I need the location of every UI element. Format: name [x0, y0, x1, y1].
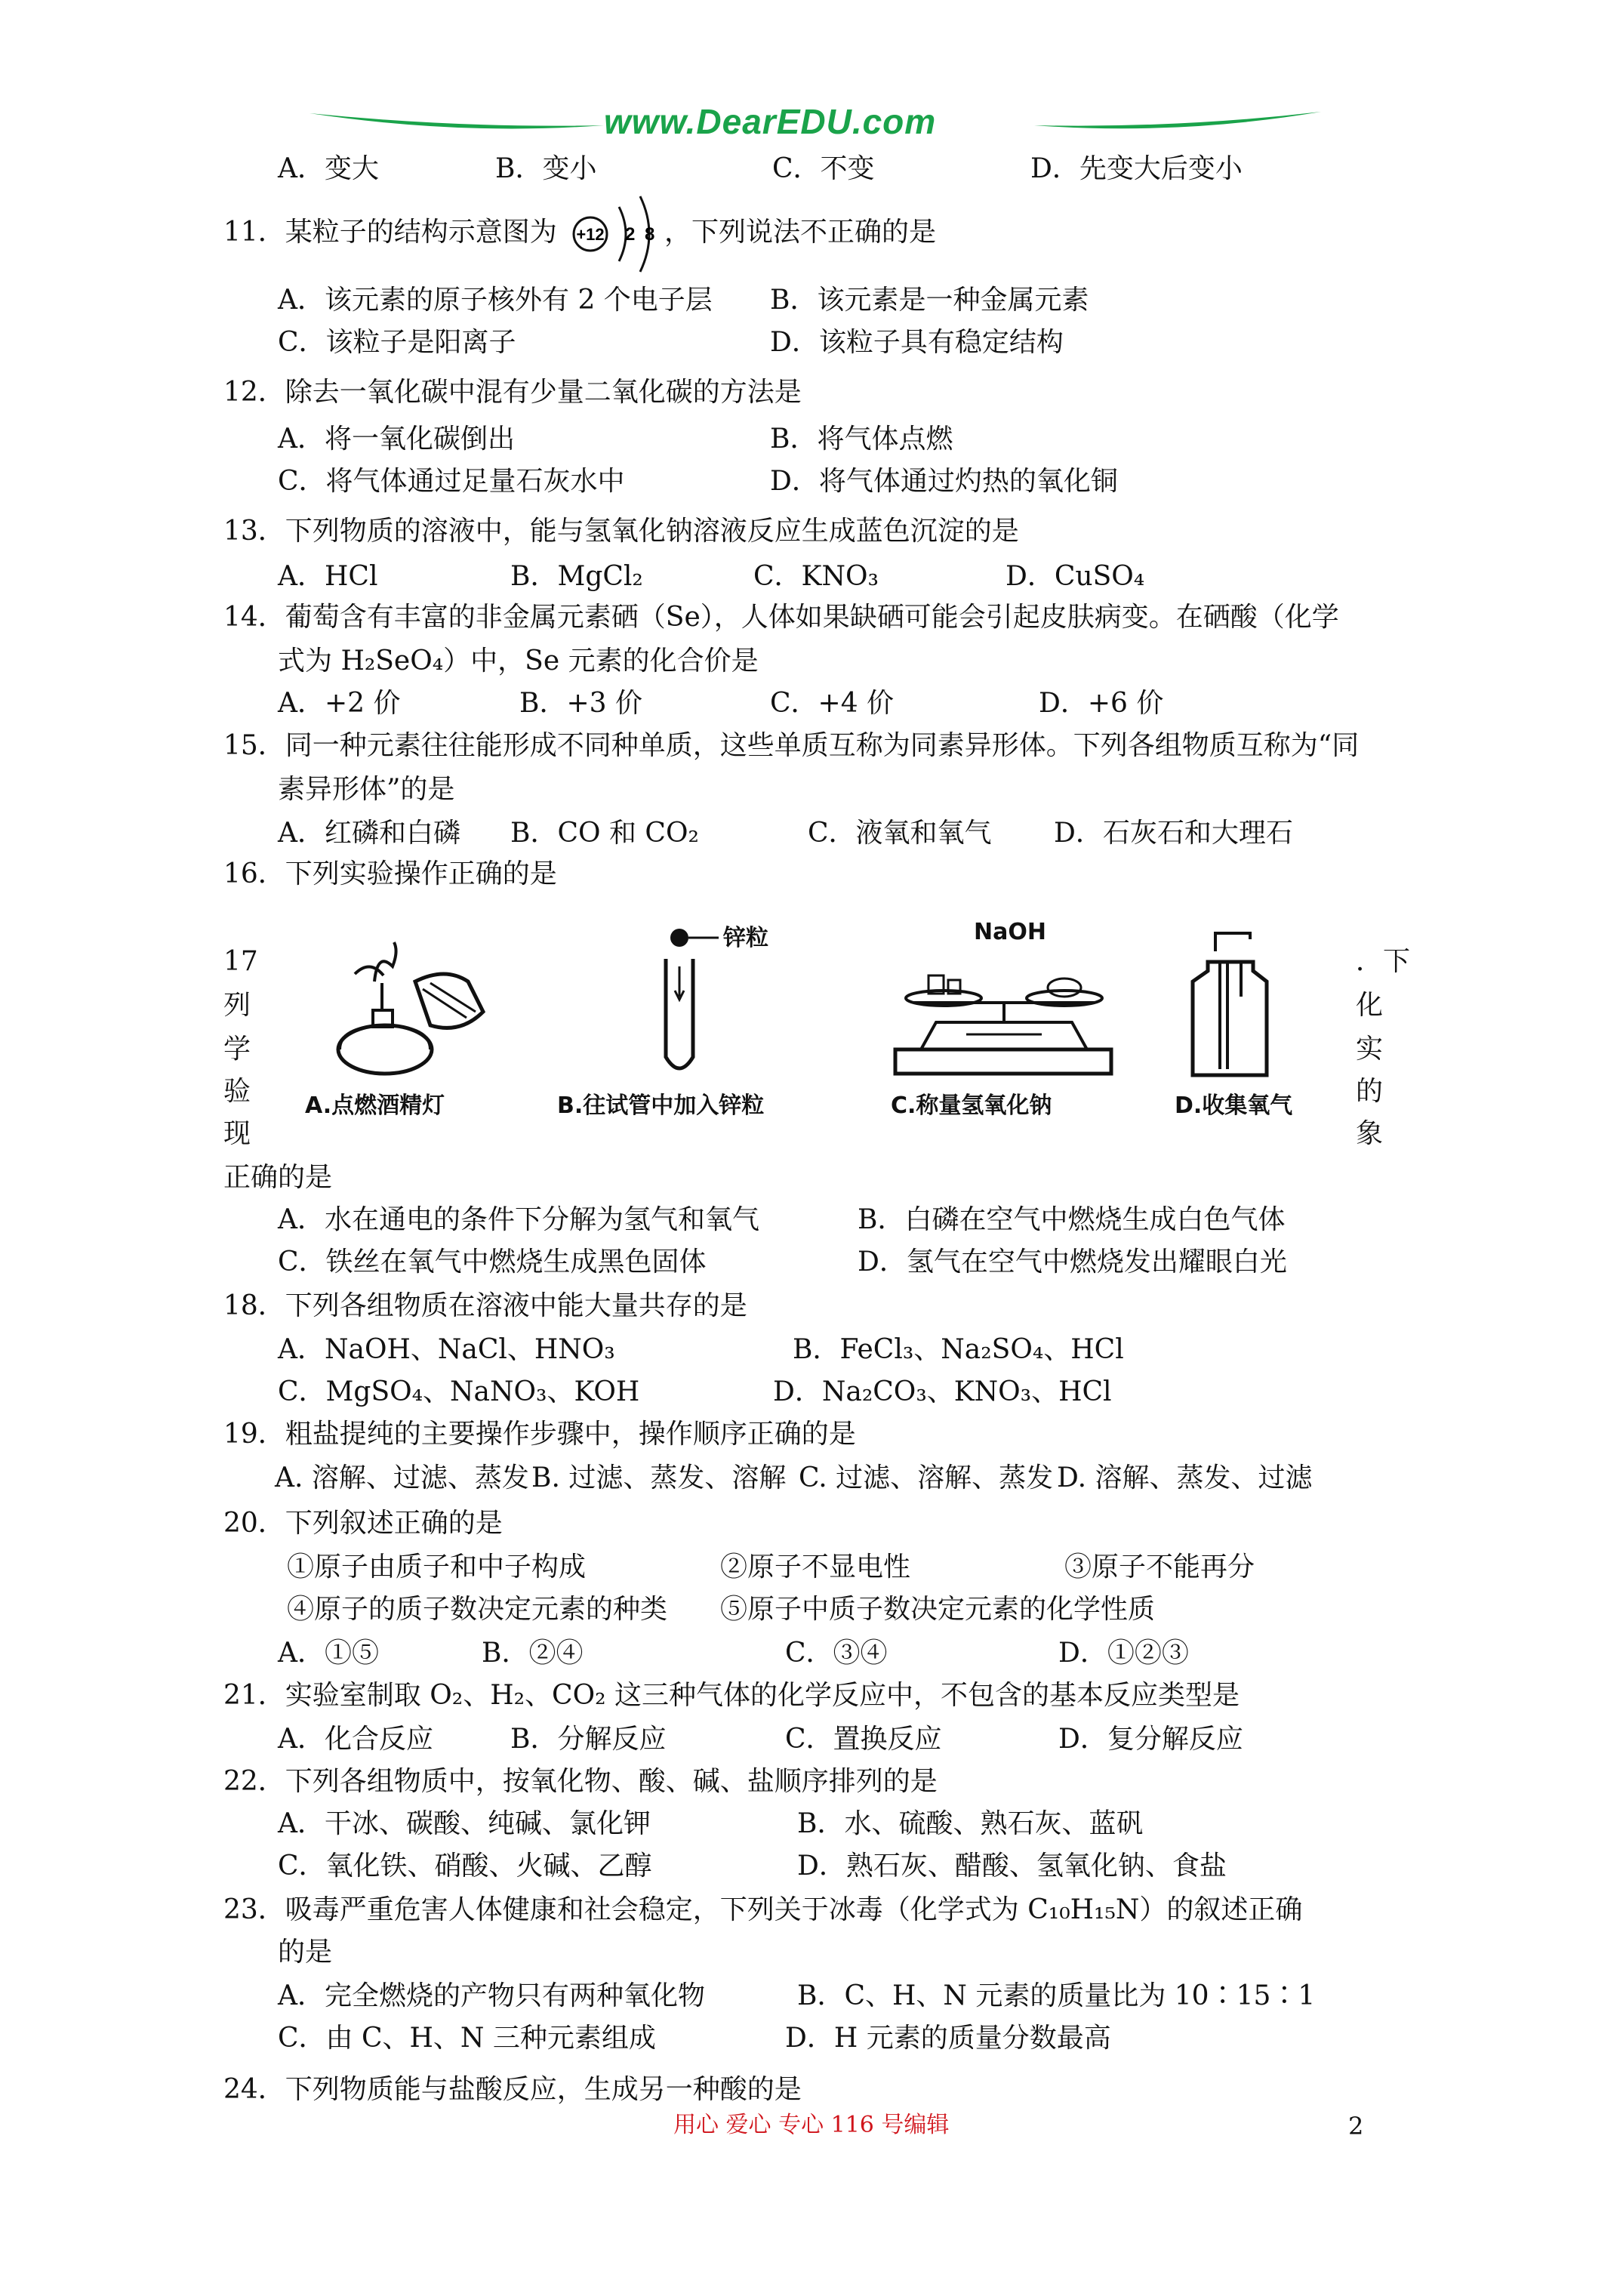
q19-option-b: B. 过滤、蒸发、溶解: [531, 1462, 787, 1493]
q21-option-c: C．置换反应: [785, 1724, 942, 1755]
q22-option-c: C．氧化铁、硝酸、火碱、乙醇: [278, 1851, 652, 1881]
atom-nucleus-label: +12: [576, 225, 605, 244]
header-left-swoosh: [310, 106, 604, 136]
q17-right-char-2: 化: [1356, 990, 1384, 1021]
q14-line-2: 式为 H₂SeO₄）中，Se 元素的化合价是: [278, 646, 759, 676]
q19-option-c: C. 过滤、溶解、蒸发: [799, 1462, 1054, 1493]
q15-option-a: A．红磷和白磷: [278, 818, 460, 849]
q23-line-1: 23．吸毒严重危害人体健康和社会稳定，下列关于冰毒（化学式为 C₁₀H₁₅N）的叙述正确: [223, 1894, 1303, 1925]
q17-left-char-2: 列: [223, 990, 251, 1021]
q11-stem-after: ，下列说法不正确的是: [664, 217, 937, 248]
figure-balance: [891, 944, 1117, 1080]
q20-stem: 20．下列叙述正确的是: [223, 1508, 503, 1539]
q15-line-1: 15．同一种元素往往能形成不同种单质，这些单质互称为同素异形体。下列各组物质互称为“同: [223, 730, 1360, 761]
q12-stem: 12．除去一氧化碳中混有少量二氧化碳的方法是: [223, 377, 802, 408]
q20-option-d: D．①②③: [1058, 1638, 1189, 1669]
q20-option-c: C．③④: [785, 1638, 888, 1669]
q15-line-2: 素异形体”的是: [278, 774, 455, 805]
figure-gas-bottle: [1178, 929, 1283, 1080]
q14-option-c: C．+4 价: [770, 688, 895, 719]
q11-stem-before: 11．某粒子的结构示意图为: [223, 217, 557, 248]
figure-alcohol-lamp: [310, 936, 536, 1087]
q12-option-c: C．将气体通过足量石灰水中: [278, 466, 625, 497]
q18-option-c: C．MgSO₄、NaNO₃、KOH: [278, 1376, 640, 1407]
q13-option-a: A．HCl: [278, 561, 378, 592]
q14-line-1: 14．葡萄含有丰富的非金属元素硒（Se），人体如果缺硒可能会引起皮肤病变。在硒酸（化学: [223, 602, 1339, 633]
q10-option-c: C．不变: [772, 153, 875, 184]
q11-option-b: B．该元素是一种金属元素: [770, 285, 1089, 316]
q14-option-d: D．+6 价: [1039, 688, 1164, 719]
zinc-label: 锌粒: [723, 925, 768, 951]
q20-option-a: A．①⑤: [278, 1638, 379, 1669]
q22-option-a: A．干冰、碳酸、纯碱、氯化钾: [278, 1808, 651, 1839]
q17-right-char-5: 象: [1356, 1118, 1384, 1149]
q10-option-d: D．先变大后变小: [1030, 153, 1243, 184]
q23-option-d: D．H 元素的质量分数最高: [785, 2023, 1111, 2054]
q20-item-1: ①原子由质子和中子构成: [287, 1552, 587, 1583]
q20-option-b: B．②④: [482, 1638, 584, 1669]
q13-option-d: D．CuSO₄: [1006, 561, 1145, 592]
q23-line-2: 的是: [278, 1937, 333, 1968]
q10-option-b: B．变小: [495, 153, 597, 184]
q21-stem: 21．实验室制取 O₂、H₂、CO₂ 这三种气体的化学反应中，不包含的基本反应类型是: [223, 1680, 1240, 1711]
footer-credit: 用心 爱心 专心 116 号编辑: [673, 2112, 950, 2138]
atom-shell-1-label: 2: [625, 224, 636, 245]
q17-left-char-5: 现: [223, 1118, 251, 1149]
q17-left-char-3: 学: [223, 1034, 251, 1065]
q14-option-b: B．+3 价: [519, 688, 642, 719]
q14-option-a: A．+2 价: [278, 688, 401, 719]
figure-b-caption: B.往试管中加入锌粒: [557, 1093, 765, 1119]
page-number: 2: [1348, 2112, 1364, 2140]
q17-end-text: 正确的是: [223, 1162, 333, 1193]
q22-option-b: B．水、硫酸、熟石灰、蓝矾: [797, 1808, 1144, 1839]
q23-option-b: B．C、H、N 元素的质量比为 10∶15∶1: [797, 1980, 1316, 2011]
q11-option-c: C．该粒子是阳离子: [278, 327, 516, 358]
q15-option-d: D．石灰石和大理石: [1054, 818, 1293, 849]
q20-item-4: ④原子的质子数决定元素的种类: [287, 1594, 668, 1625]
figure-c-caption: C.称量氢氧化钠: [891, 1093, 1052, 1119]
q17-option-a: A．水在通电的条件下分解为氢气和氧气: [278, 1204, 759, 1235]
q15-option-c: C．液氧和氧气: [808, 818, 992, 849]
q18-option-d: D．Na₂CO₃、KNO₃、HCl: [773, 1376, 1112, 1407]
q21-option-d: D．复分解反应: [1058, 1724, 1243, 1755]
q20-item-5: ⑤原子中质子数决定元素的化学性质: [720, 1594, 1156, 1625]
zinc-granule-icon: [670, 929, 688, 947]
q20-item-2: ②原子不显电性: [720, 1552, 911, 1583]
q24-stem: 24．下列物质能与盐酸反应，生成另一种酸的是: [223, 2074, 802, 2105]
q16-stem: 16．下列实验操作正确的是: [223, 858, 557, 889]
q17-right-char-1: ．下: [1356, 946, 1411, 977]
q17-option-d: D．氢气在空气中燃烧发出耀眼白光: [858, 1247, 1287, 1277]
q21-option-a: A．化合反应: [278, 1724, 433, 1755]
q19-stem: 19．粗盐提纯的主要操作步骤中，操作顺序正确的是: [223, 1419, 856, 1450]
naoh-label: NaOH: [974, 919, 1046, 945]
q20-item-3: ③原子不能再分: [1064, 1552, 1255, 1583]
q12-option-b: B．将气体点燃: [770, 424, 953, 455]
q23-option-a: A．完全燃烧的产物只有两种氧化物: [278, 1980, 705, 2011]
header-right-swoosh: [1034, 106, 1321, 136]
q17-option-c: C．铁丝在氧气中燃烧生成黑色固体: [278, 1247, 707, 1277]
q17-right-char-4: 的: [1356, 1076, 1384, 1107]
q19-option-d: D. 溶解、蒸发、过滤: [1057, 1462, 1313, 1493]
figure-d-caption: D.收集氧气: [1175, 1093, 1293, 1119]
q17-right-char-3: 实: [1356, 1034, 1384, 1065]
q15-option-b: B．CO 和 CO₂: [510, 818, 699, 849]
q18-option-a: A．NaOH、NaCl、HNO₃: [278, 1334, 615, 1365]
atom-structure-diagram: [569, 190, 667, 281]
q23-option-c: C．由 C、H、N 三种元素组成: [278, 2023, 656, 2054]
q12-option-d: D．将气体通过灼热的氧化铜: [770, 466, 1118, 497]
header-site-url[interactable]: www.DearEDU.com: [604, 102, 937, 141]
q13-stem: 13．下列物质的溶液中，能与氢氧化钠溶液反应生成蓝色沉淀的是: [223, 516, 1019, 547]
q12-option-a: A．将一氧化碳倒出: [278, 424, 515, 455]
figure-a-caption: A.点燃酒精灯: [305, 1093, 445, 1119]
q22-option-d: D．熟石灰、醋酸、氢氧化钠、食盐: [797, 1851, 1227, 1881]
q17-left-char-1: 17: [223, 946, 258, 977]
q10-option-a: A．变大: [278, 153, 379, 184]
q11-option-a: A．该元素的原子核外有 2 个电子层: [278, 285, 713, 316]
q11-option-d: D．该粒子具有稳定结构: [770, 327, 1064, 358]
q18-option-b: B．FeCl₃、Na₂SO₄、HCl: [793, 1334, 1124, 1365]
q13-option-c: C．KNO₃: [753, 561, 879, 592]
q22-stem: 22．下列各组物质中，按氧化物、酸、碱、盐顺序排列的是: [223, 1766, 938, 1797]
q17-option-b: B．白磷在空气中燃烧生成白色气体: [858, 1204, 1286, 1235]
q21-option-b: B．分解反应: [510, 1724, 667, 1755]
atom-shell-2-label: 8: [645, 224, 655, 245]
q17-left-char-4: 验: [223, 1076, 251, 1107]
q18-stem: 18．下列各组物质在溶液中能大量共存的是: [223, 1290, 747, 1321]
q19-option-a: A. 溶解、过滤、蒸发: [275, 1462, 529, 1493]
q13-option-b: B．MgCl₂: [510, 561, 643, 592]
